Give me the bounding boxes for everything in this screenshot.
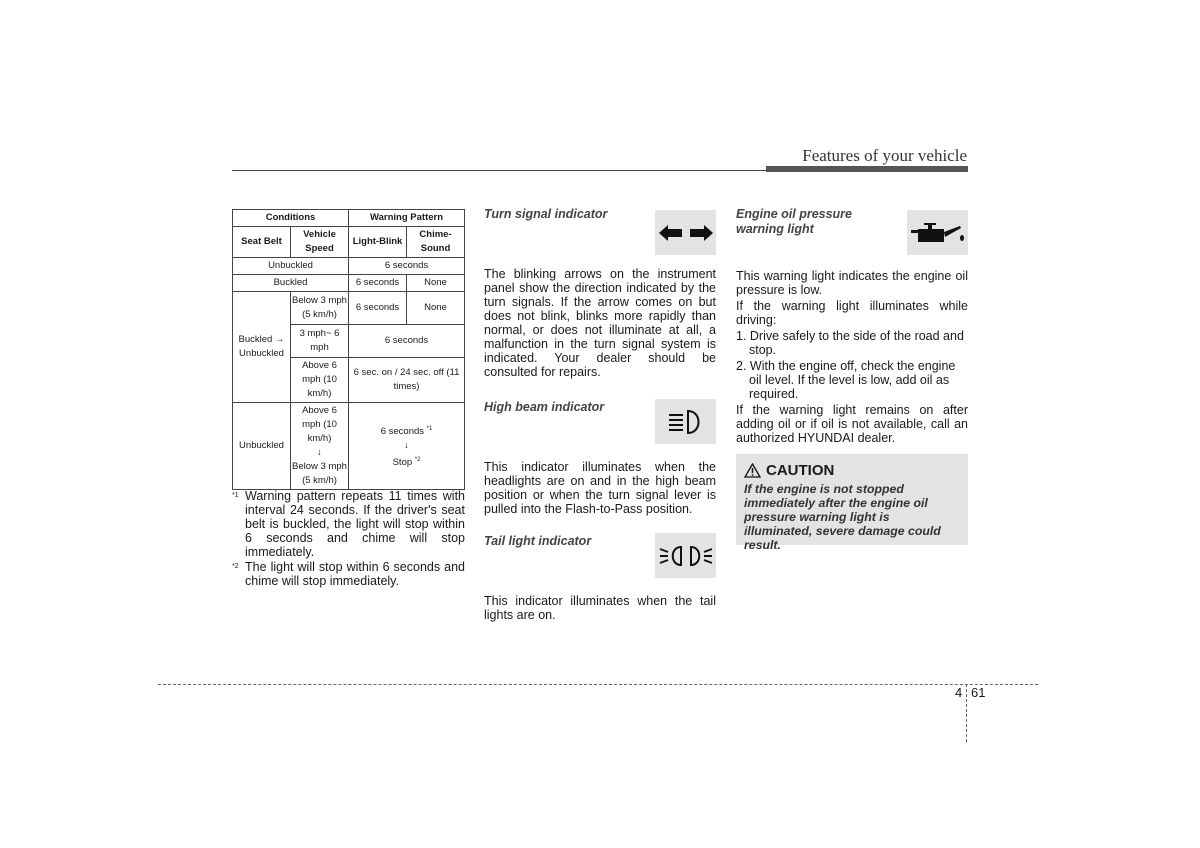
- warning-top: 6 seconds: [380, 426, 425, 437]
- turn-signal-arrows-icon: [655, 210, 716, 255]
- list-item: 2. With the engine off, check the engine oil level. If the level is low, add oil as required.: [736, 359, 956, 401]
- table-cell: 6 sec. on / 24 sec. off (11 times): [349, 358, 465, 403]
- table-cell: Buckled: [233, 275, 349, 292]
- table-cell: [349, 403, 465, 490]
- oil-pressure-p2: If the warning light illuminates while driving:: [736, 299, 968, 327]
- header-bar: [766, 166, 968, 172]
- table-cell: 3 mph~ 6 mph: [291, 325, 349, 358]
- oil-pressure-p1: This warning light indicates the engine oil pressure is low.: [736, 269, 968, 297]
- footnote-mark: *1: [232, 492, 239, 499]
- table-row: [233, 275, 465, 292]
- list-item: 1. Drive safely to the side of the road and stop.: [736, 329, 964, 357]
- table-cell: None: [407, 292, 465, 325]
- high-beam-text: This indicator illuminates when the headlights are on and in the high beam position or when the turn signal lever is pulled into the Flash-to-Pass position.: [484, 460, 716, 516]
- table-cell: Above 6 mph (10 km/h): [291, 358, 349, 403]
- tail-light-text: This indicator illuminates when the tail lights are on.: [484, 594, 716, 622]
- table-header-warning: Warning Pattern: [349, 210, 465, 227]
- turn-signal-text: The blinking arrows on the instrument panel show the direction indicated by the turn signals. If the arrow comes on but does not blink, blinks more rapidly than normal, or does not illuminate at all, a malfunction in the turn signal system is indicated. Your dealer should be consulted for repairs.: [484, 267, 716, 379]
- table-header-seatbelt: Seat Belt: [233, 227, 291, 258]
- warning-triangle-icon: [744, 463, 761, 478]
- down-arrow-icon: ↓: [317, 447, 322, 458]
- tail-light-title: Tail light indicator: [484, 534, 592, 548]
- seat-belt-warning-table: [232, 209, 465, 490]
- down-arrow-icon: ↓: [404, 440, 409, 451]
- speed-bottom: Below 3 mph (5 km/h): [292, 461, 347, 486]
- table-cell: 6 seconds: [349, 292, 407, 325]
- table-cell: Unbuckled: [233, 403, 291, 490]
- oil-can-icon: [907, 210, 968, 255]
- warning-bottom: Stop: [392, 457, 413, 469]
- table-footnotes: [232, 489, 465, 589]
- table-row: [233, 292, 465, 325]
- table-header-blink: Light-Blink: [349, 227, 407, 258]
- table-cell: 6 seconds: [349, 258, 465, 275]
- high-beam-icon: [655, 399, 716, 444]
- oil-pressure-p3: If the warning light remains on after adding oil or if oil is not available, call an authorized HYUNDAI dealer.: [736, 403, 968, 445]
- table-header-conditions: Conditions: [233, 210, 349, 227]
- footnote-text: Warning pattern repeats 11 times with interval 24 seconds. If the driver's seat belt is buckled, the light will stop within 6 seconds and chime will stop immediately.: [245, 489, 465, 559]
- footnote-mark: *2: [414, 457, 421, 463]
- table-header-speed: Vehicle Speed: [291, 227, 349, 258]
- footer-rule: [158, 684, 1038, 685]
- footnote-text: The light will stop within 6 seconds and chime will stop immediately.: [245, 560, 465, 588]
- footer-divider: [966, 684, 967, 742]
- table-cell: Buckled → Unbuckled: [233, 292, 291, 403]
- page-number: 61: [971, 685, 986, 700]
- oil-pressure-steps: [736, 329, 968, 401]
- footnote: [232, 560, 465, 588]
- speed-top: Above 6 mph (10 km/h): [302, 405, 337, 444]
- high-beam-title: High beam indicator: [484, 400, 605, 414]
- footnote-mark: *1: [426, 425, 433, 432]
- tail-light-icon: [655, 533, 716, 578]
- footnote-mark: *2: [232, 563, 239, 570]
- table-cell: Below 3 mph (5 km/h): [291, 292, 349, 325]
- table-cell: [291, 403, 349, 490]
- turn-signal-title: Turn signal indicator: [484, 207, 608, 221]
- table-cell: Unbuckled: [233, 258, 349, 275]
- table-header-chime: Chime-Sound: [407, 227, 465, 258]
- table-cell: 6 seconds: [349, 275, 407, 292]
- oil-pressure-title: Engine oil pressure warning light: [736, 207, 853, 236]
- footnote: [232, 489, 465, 559]
- page-header-title: Features of your vehicle: [802, 146, 967, 165]
- table-row: [233, 403, 465, 490]
- caution-text: If the engine is not stopped immediately after the engine oil pressure warning light is illuminated, severe damage could result.: [744, 482, 941, 552]
- table-cell: 6 seconds: [349, 325, 465, 358]
- section-number: 4: [955, 685, 963, 700]
- caution-box: [736, 454, 968, 552]
- table-row: [233, 258, 465, 275]
- caution-label: CAUTION: [766, 462, 835, 479]
- table-cell: None: [407, 275, 465, 292]
